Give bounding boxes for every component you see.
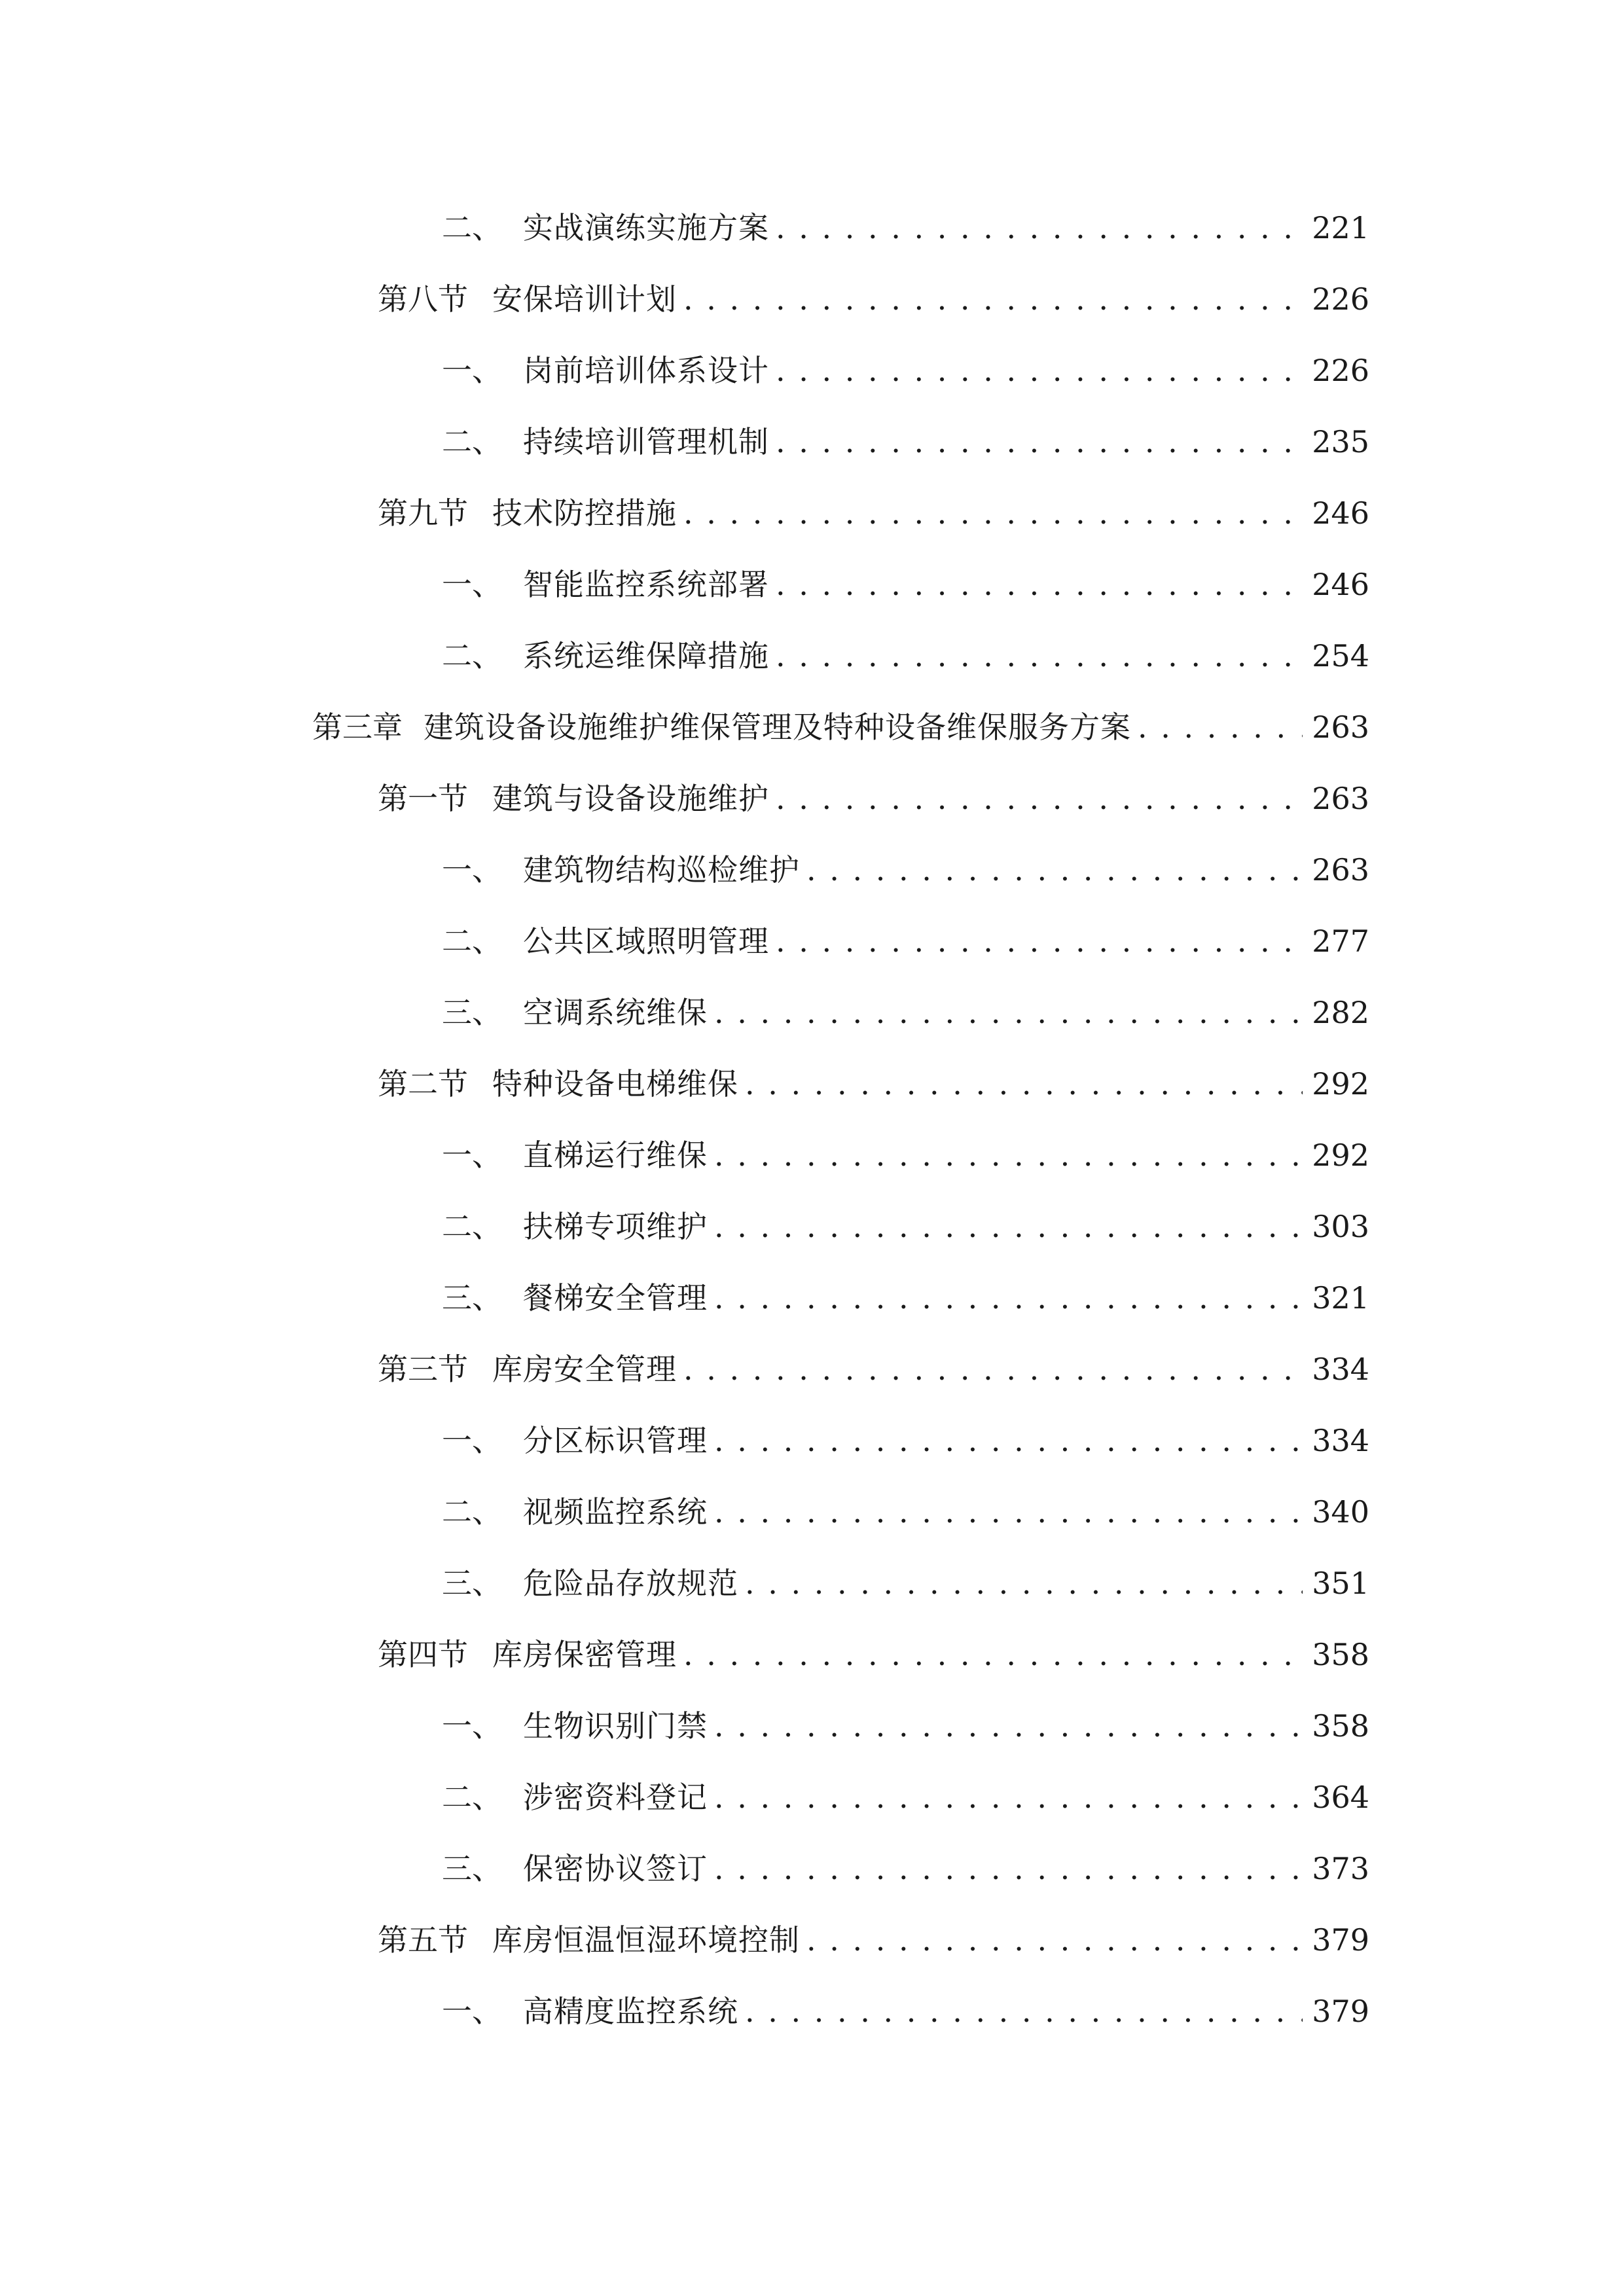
toc-entry[interactable] [442, 1275, 1369, 1321]
toc-entry[interactable] [442, 633, 1369, 679]
toc-entry-title: 建筑与设备设施维护 [492, 781, 769, 816]
toc-entry-number: 一、 [442, 567, 502, 602]
toc-entry[interactable] [442, 205, 1369, 251]
toc-entry-title: 安保培训计划 [492, 281, 677, 317]
toc-entry-page: 263 [1312, 781, 1369, 816]
toc-dot-leader [1138, 704, 1303, 750]
toc-entry[interactable] [378, 1346, 1369, 1392]
toc-entry-number: 二、 [442, 1209, 502, 1244]
toc-entry[interactable] [442, 1560, 1369, 1606]
toc-entry-page: 235 [1312, 424, 1369, 459]
toc-dot-leader [776, 205, 1303, 251]
toc-entry-number: 第八节 [378, 281, 468, 317]
toc-entry-page: 277 [1312, 924, 1369, 959]
toc-entry-page: 334 [1312, 1423, 1369, 1458]
toc-entry-number: 一、 [442, 1138, 502, 1173]
toc-entry-title: 库房安全管理 [492, 1352, 677, 1387]
toc-entry-number: 二、 [442, 924, 502, 959]
toc-dot-leader [714, 1703, 1303, 1749]
toc-dot-leader [745, 1988, 1303, 2034]
toc-dot-leader [776, 633, 1303, 679]
toc-entry-title: 公共区域照明管理 [523, 924, 769, 959]
toc-entry-number: 一、 [442, 1423, 502, 1458]
toc-entry-number: 第四节 [378, 1637, 468, 1672]
toc-entry[interactable] [312, 704, 1369, 750]
toc-entry-title: 建筑物结构巡检维护 [523, 852, 800, 888]
toc-dot-leader [714, 1489, 1303, 1535]
toc-entry-page: 379 [1312, 1922, 1369, 1958]
toc-entry-page: 221 [1312, 210, 1369, 245]
toc-entry-page: 321 [1312, 1280, 1369, 1316]
toc-entry[interactable] [442, 1774, 1369, 1820]
toc-entry-page: 292 [1312, 1138, 1369, 1173]
toc-dot-leader [745, 1061, 1303, 1107]
toc-entry-page: 246 [1312, 567, 1369, 602]
toc-entry[interactable] [442, 847, 1369, 893]
toc-entry-title: 涉密资料登记 [523, 1780, 708, 1815]
toc-entry-number: 二、 [442, 424, 502, 459]
toc-entry-number: 第一节 [378, 781, 468, 816]
toc-entry-title: 餐梯安全管理 [523, 1280, 708, 1316]
toc-entry-number: 三、 [442, 1851, 502, 1886]
toc-entry-page: 351 [1312, 1566, 1369, 1601]
toc-dot-leader [745, 1560, 1303, 1606]
toc-dot-leader [776, 918, 1303, 964]
toc-entry-title: 生物识别门禁 [523, 1708, 708, 1744]
toc-dot-leader [776, 562, 1303, 607]
toc-entry-page: 226 [1312, 353, 1369, 388]
toc-dot-leader [776, 348, 1303, 393]
toc-entry-number: 二、 [442, 1494, 502, 1530]
toc-dot-leader [683, 276, 1303, 322]
toc-entry[interactable] [442, 1846, 1369, 1892]
toc-entry-page: 358 [1312, 1708, 1369, 1744]
toc-dot-leader [776, 419, 1303, 465]
toc-entry-title: 岗前培训体系设计 [523, 353, 769, 388]
toc-entry-number: 三、 [442, 1280, 502, 1316]
toc-entry-title: 库房恒温恒湿环境控制 [492, 1922, 800, 1958]
toc-entry-page: 373 [1312, 1851, 1369, 1886]
toc-entry-title: 建筑设备设施维护维保管理及特种设备维保服务方案 [424, 709, 1131, 745]
toc-dot-leader [683, 1632, 1303, 1677]
toc-dot-leader [714, 1204, 1303, 1249]
toc-dot-leader [683, 1346, 1303, 1392]
toc-entry[interactable] [378, 490, 1369, 536]
toc-entry-title: 视频监控系统 [523, 1494, 708, 1530]
toc-entry[interactable] [442, 419, 1369, 465]
toc-dot-leader [776, 776, 1303, 821]
toc-entry-title: 直梯运行维保 [523, 1138, 708, 1173]
toc-entry-title: 特种设备电梯维保 [492, 1066, 738, 1102]
toc-entry-number: 第九节 [378, 495, 468, 531]
toc-entry[interactable] [442, 1132, 1369, 1178]
toc-entry[interactable] [378, 1061, 1369, 1107]
toc-dot-leader [714, 1774, 1303, 1820]
toc-entry-page: 364 [1312, 1780, 1369, 1815]
toc-entry[interactable] [442, 990, 1369, 1035]
toc-entry-number: 一、 [442, 852, 502, 888]
toc-entry-number: 三、 [442, 1566, 502, 1601]
toc-entry-number: 三、 [442, 995, 502, 1030]
toc-entry-page: 246 [1312, 495, 1369, 531]
toc-entry[interactable] [442, 1418, 1369, 1463]
toc-entry-title: 持续培训管理机制 [523, 424, 769, 459]
toc-entry-number: 第二节 [378, 1066, 468, 1102]
toc-entry-page: 226 [1312, 281, 1369, 317]
toc-entry[interactable] [442, 1489, 1369, 1535]
toc-dot-leader [806, 1917, 1303, 1963]
toc-entry-number: 第三节 [378, 1352, 468, 1387]
toc-entry-page: 379 [1312, 1994, 1369, 2029]
toc-entry[interactable] [442, 348, 1369, 393]
toc-entry-title: 保密协议签订 [523, 1851, 708, 1886]
toc-entry-title: 系统运维保障措施 [523, 638, 769, 673]
toc-entry-number: 二、 [442, 638, 502, 673]
toc-entry-number: 第三章 [312, 709, 403, 745]
toc-entry-title: 空调系统维保 [523, 995, 708, 1030]
toc-entry-number: 一、 [442, 1994, 502, 2029]
toc-entry-title: 实战演练实施方案 [523, 210, 769, 245]
toc-entry[interactable] [442, 1703, 1369, 1749]
toc-entry-number: 二、 [442, 210, 502, 245]
toc-entry-page: 292 [1312, 1066, 1369, 1102]
toc-entry-page: 263 [1312, 709, 1369, 745]
toc-entry-title: 技术防控措施 [492, 495, 677, 531]
toc-entry[interactable] [378, 276, 1369, 322]
toc-entry[interactable] [378, 1917, 1369, 1963]
toc-entry-number: 一、 [442, 1708, 502, 1744]
toc-entry[interactable] [442, 562, 1369, 607]
toc-dot-leader [683, 490, 1303, 536]
toc-entry-number: 一、 [442, 353, 502, 388]
toc-entry-page: 334 [1312, 1352, 1369, 1387]
toc-entry-number: 二、 [442, 1780, 502, 1815]
toc-entry-page: 254 [1312, 638, 1369, 673]
toc-dot-leader [714, 1846, 1303, 1892]
toc-entry[interactable] [442, 918, 1369, 964]
toc-entry-page: 263 [1312, 852, 1369, 888]
toc-entry-page: 358 [1312, 1637, 1369, 1672]
toc-entry-page: 303 [1312, 1209, 1369, 1244]
toc-entry-page: 340 [1312, 1494, 1369, 1530]
toc-dot-leader [714, 1132, 1303, 1178]
toc-entry-title: 智能监控系统部署 [523, 567, 769, 602]
toc-entry[interactable] [442, 1204, 1369, 1249]
toc-dot-leader [714, 990, 1303, 1035]
toc-dot-leader [714, 1418, 1303, 1463]
toc-entry-number: 第五节 [378, 1922, 468, 1958]
toc-entry[interactable] [378, 1632, 1369, 1677]
toc-dot-leader [806, 847, 1303, 893]
toc-entry-page: 282 [1312, 995, 1369, 1030]
toc-entry-title: 分区标识管理 [523, 1423, 708, 1458]
toc-entry-title: 高精度监控系统 [523, 1994, 738, 2029]
toc-entry-title: 库房保密管理 [492, 1637, 677, 1672]
toc-dot-leader [714, 1275, 1303, 1321]
toc-entry[interactable] [378, 776, 1369, 821]
toc-entry[interactable] [442, 1988, 1369, 2034]
toc-entry-title: 危险品存放规范 [523, 1566, 738, 1601]
toc-entry-title: 扶梯专项维护 [523, 1209, 708, 1244]
